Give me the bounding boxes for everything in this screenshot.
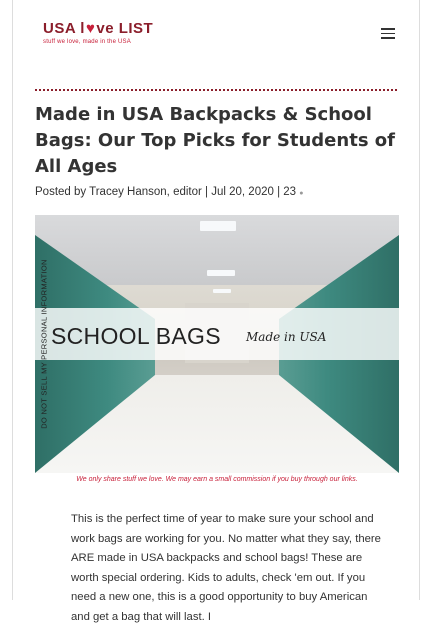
hero-banner-text: SCHOOL BAGS (51, 323, 221, 349)
logo-text-left: USA l (43, 20, 85, 37)
ceiling-light (213, 289, 231, 293)
hamburger-menu-icon[interactable] (381, 28, 395, 39)
page-frame (12, 0, 420, 623)
affiliate-disclaimer: We only share stuff we love. We may earn a small commission if you buy through our links. (76, 476, 358, 483)
logo-wordmark (43, 20, 153, 37)
comment-bubble-icon[interactable]: ● (299, 190, 304, 197)
article-body-paragraph: This is the perfect time of year to make sure your school and work bags are working for you. No matter what they say, there ARE made in USA backpacks and school bags! These are worth special ordering. Kids to adults, check 'em out. If you need a new one, this is a good opportunity to buy American and get a bag that will last. I (71, 513, 381, 623)
site-header (13, 0, 419, 70)
heart-icon: ♥ (85, 20, 96, 37)
site-logo[interactable] (43, 20, 153, 45)
hero-image (35, 215, 399, 473)
article-meta-text: Posted by Tracey Hanson, editor | Jul 20, 2020 | 23 (35, 186, 297, 198)
do-not-sell-link-text[interactable]: DO NOT SELL MY PERSONAL INFORMATION (39, 259, 49, 429)
hero-script-text: Made in USA (246, 330, 327, 344)
logo-text-right: ve LIST (96, 20, 154, 37)
logo-tagline: stuff we love, made in the USA (43, 39, 131, 45)
do-not-sell-link[interactable] (35, 216, 53, 472)
ceiling-light (207, 270, 235, 276)
header-divider (35, 89, 397, 91)
article-title: Made in USA Backpacks & School Bags: Our Top Picks for Students of All Ages (35, 104, 395, 177)
article-meta (35, 186, 303, 198)
ceiling-light (200, 221, 236, 231)
